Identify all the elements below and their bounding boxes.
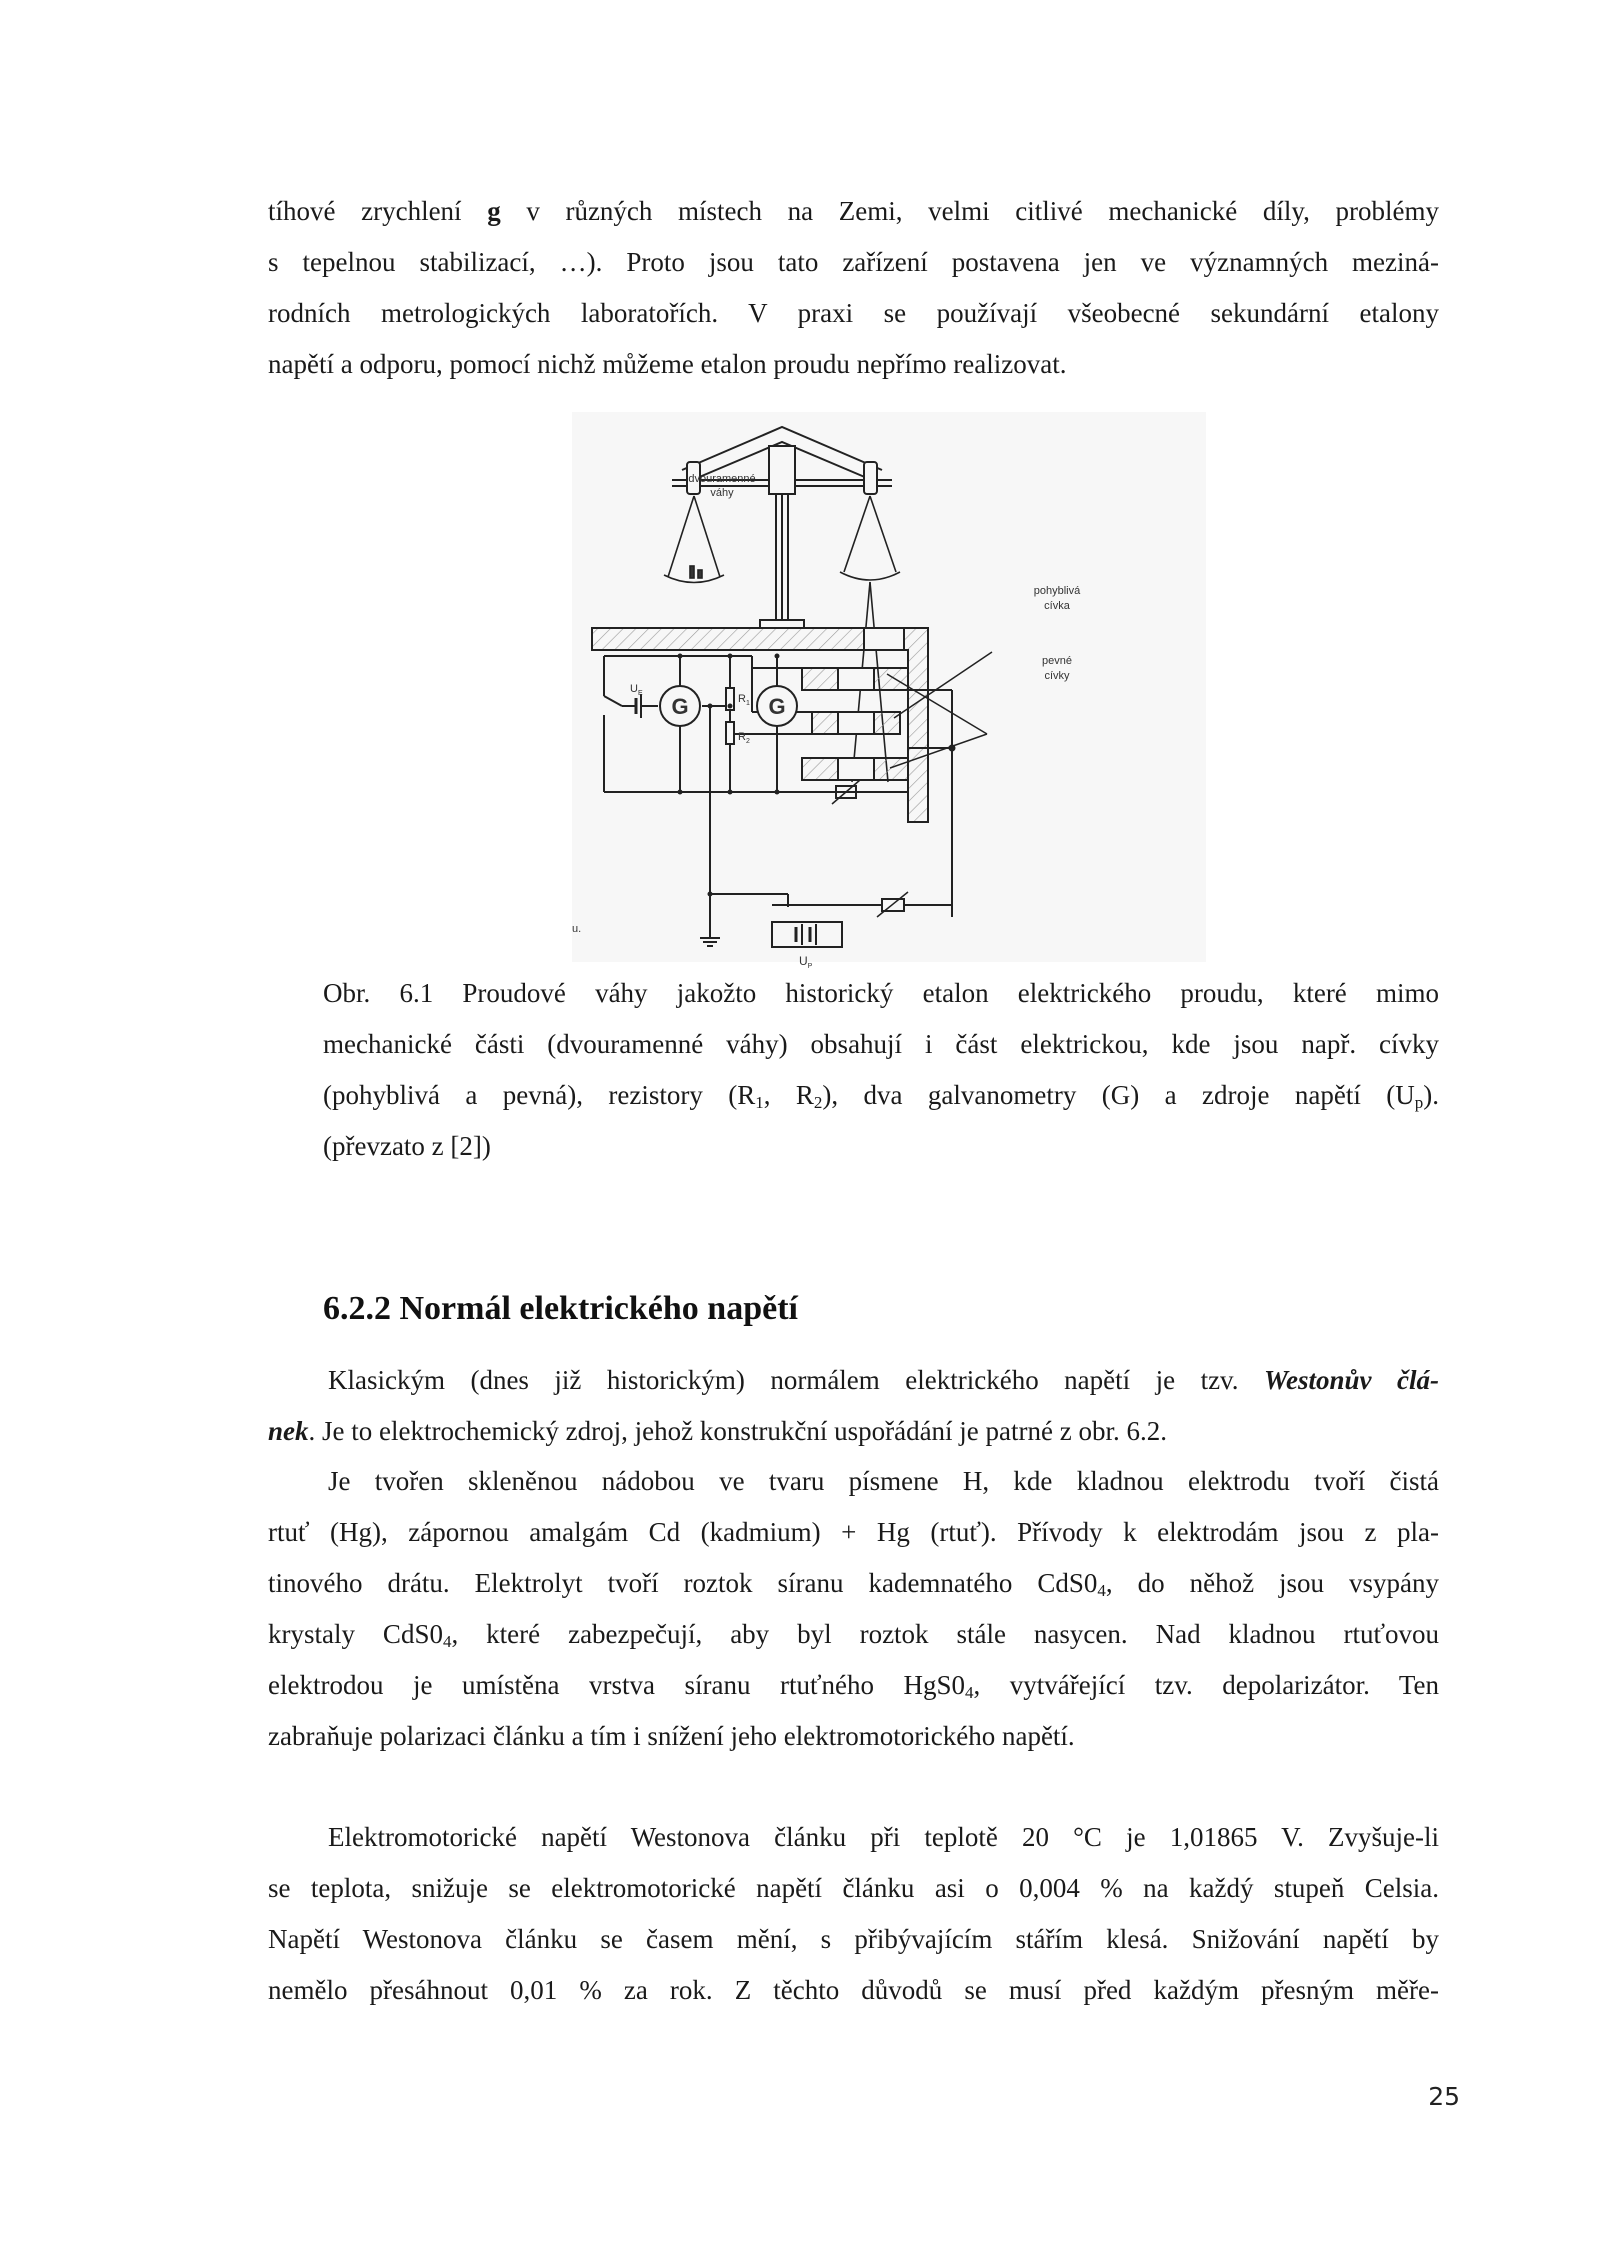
- caption-line: mechanické části (dvouramenné váhy) obsahují i část elektrickou, kde jsou např. cívky: [323, 1029, 1439, 1059]
- text-line: Klasickým (dnes již historickým) normálem elektrického napětí je tzv. Westonův člá-: [328, 1365, 1439, 1395]
- caption-line: Obr. 6.1 Proudové váhy jakožto historický etalon elektrického proudu, které mimo: [323, 978, 1439, 1008]
- section-heading: 6.2.2 Normál elektrického napětí: [323, 1290, 798, 1327]
- text-line: Napětí Westonova článku se časem mění, s přibývajícím stářím klesá. Snižování napětí by: [268, 1924, 1439, 1954]
- text-line: rodních metrologických laboratořích. V praxi se používají všeobecné sekundární etalony: [268, 298, 1439, 328]
- text-line: tíhové zrychlení g v různých místech na Zemi, velmi citlivé mechanické díly, problémy: [268, 196, 1440, 226]
- term-weston-cell: Westonův člá-: [1264, 1365, 1439, 1395]
- label-balance-line2: váhy: [710, 487, 734, 499]
- text-line: nek. Je to elektrochemický zdroj, jehož konstrukční uspořádání je patrné z obr. 6.2.: [268, 1416, 1167, 1446]
- text-line: nemělo přesáhnout 0,01 % za rok. Z těchto důvodů se musí před každým přesným měře-: [268, 1975, 1439, 2005]
- label-balance-line1: dvouramenné: [688, 473, 756, 485]
- gravity-symbol: g: [487, 196, 501, 226]
- text-line: krystaly $CdS0_4$, které zabezpečují, aby byl roztok stále nasycen. Nad kladnou rtuťovou: [268, 1619, 1439, 1651]
- galvanometer-2-label: G: [768, 694, 786, 719]
- current-balance-diagram: [572, 412, 1206, 970]
- text-line: tinového drátu. Elektrolyt tvoří roztok síranu kademnatého $CdS0_4$, do něhož jsou vsypány: [268, 1568, 1440, 1600]
- galvanometer-1-label: G: [671, 694, 689, 719]
- paragraph-weston-construction: [268, 1456, 1439, 1762]
- caption-line: (převzato z [2]): [323, 1131, 491, 1161]
- paragraph-intro: [268, 186, 1439, 390]
- figure-current-balance: [572, 412, 1206, 970]
- text-line: napětí a odporu, pomocí nichž můžeme etalon proudu nepřímo realizovat.: [268, 349, 1067, 379]
- text-line: zabraňuje polarizaci článku a tím i snížení jeho elektromotorického napětí.: [268, 1721, 1075, 1751]
- stray-mark: u.: [572, 923, 582, 935]
- label-r2: $R_2$: [738, 731, 750, 745]
- page-number: 25: [1428, 2082, 1460, 2111]
- text-line: Je tvořen skleněnou nádobou ve tvaru písmene H, kde kladnou elektrodu tvoří čistá: [328, 1466, 1439, 1496]
- label-up: $U_P$: [799, 954, 813, 970]
- left-pan: [664, 496, 724, 583]
- caption-line: (pohyblivá a pevná), rezistory ($R_1$, $R_2$), dva galvanometry (G) a zdroje napětí $(U_p)$.: [323, 1080, 1440, 1112]
- figure-caption: [323, 968, 1439, 1172]
- label-r1: $R_1$: [738, 693, 750, 707]
- label-ue: $U_E$: [630, 683, 643, 697]
- text-line: se teplota, snižuje se elektromotorické napětí článku asi o 0,004 % na každý stupeň Celsia.: [268, 1873, 1439, 1903]
- text-line: s tepelnou stabilizací, …). Proto jsou tato zařízení postavena jen ve významných meziná-: [268, 247, 1439, 277]
- label-moving-coil-line2: cívka: [1044, 600, 1070, 612]
- paragraph-weston-intro: [268, 1355, 1439, 1457]
- label-moving-coil-line1: pohyblivá: [1033, 585, 1081, 597]
- text-line: elektrodou je umístěna vrstva síranu rtuťného $HgS0_4$, vytvářející tzv. depolarizátor. Ten: [268, 1670, 1440, 1702]
- label-fixed-coils-line2: cívky: [1044, 670, 1070, 682]
- text-line: Elektromotorické napětí Westonova článku při teplotě 20 °C je 1,01865 V. Zvyšuje-li: [328, 1822, 1439, 1852]
- text-line: rtuť (Hg), zápornou amalgám Cd (kadmium) + Hg (rtuť). Přívody k elektrodám jsou z pla-: [268, 1517, 1439, 1547]
- paragraph-weston-voltage: [268, 1812, 1439, 2016]
- label-fixed-coils-line1: pevné: [1042, 655, 1072, 667]
